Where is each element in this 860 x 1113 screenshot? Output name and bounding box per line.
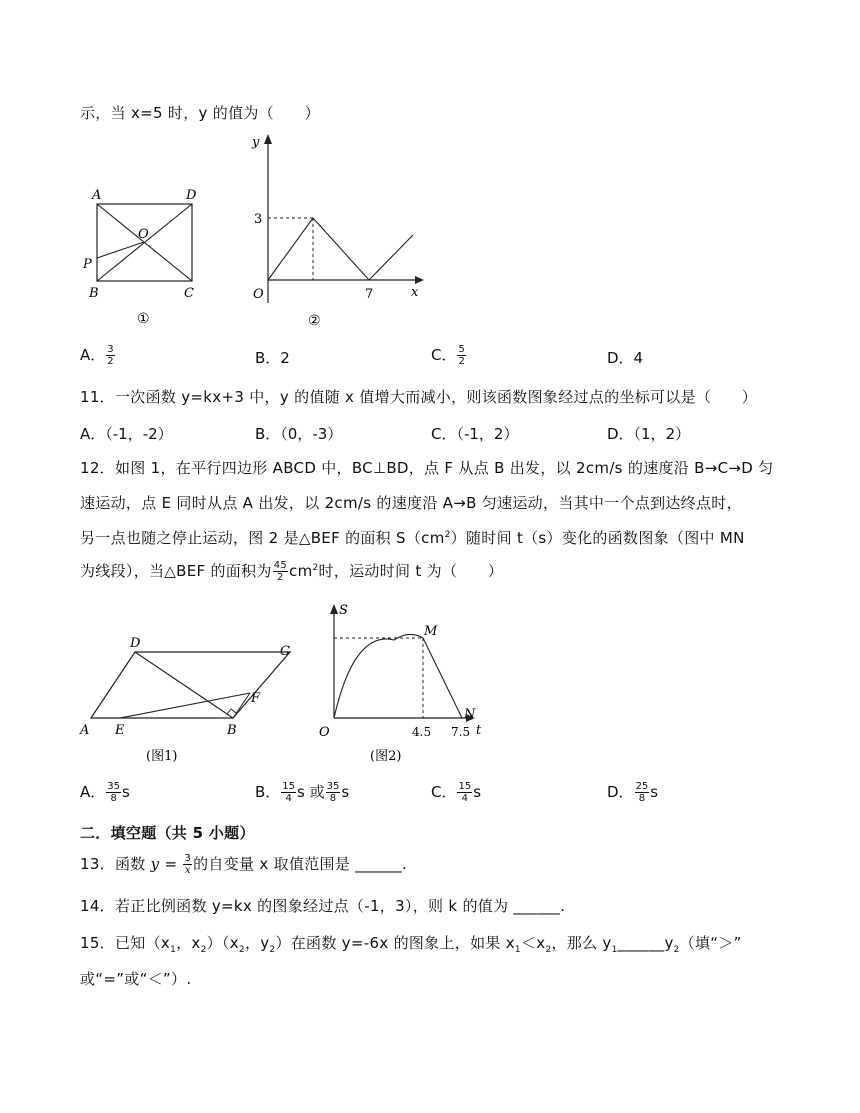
caption-2: ② xyxy=(308,313,321,329)
q11-option-a[interactable]: A．（-1，-2） xyxy=(80,425,173,443)
curve-om xyxy=(334,634,423,718)
q12-stem-line2: 速运动，点 E 同时从点 A 出发，以 2cm/s 的速度沿 A→B 匀速运动，当其中一个点到达终点时， xyxy=(80,494,742,512)
origin-label: O xyxy=(319,725,330,740)
x-axis-arrow xyxy=(415,276,424,284)
y-axis-arrow xyxy=(264,134,272,144)
q11-option-b[interactable]: B．（0，-3） xyxy=(255,425,343,443)
label-o: O xyxy=(138,227,149,242)
axis-label-t: t xyxy=(476,723,482,738)
label-m: M xyxy=(424,624,438,639)
q12-figure-1 xyxy=(76,632,301,772)
label-f: F xyxy=(251,691,261,706)
label-c: C xyxy=(280,644,290,659)
fraction: $\frac{35}{8}$ xyxy=(326,781,340,804)
q12-option-a[interactable]: A． $\frac{35}{8}$ s xyxy=(80,781,130,804)
label-b: B xyxy=(227,723,237,738)
fraction: $\frac{3}{2}$ xyxy=(107,344,114,367)
q15-stem-line1: 15．已知（$x_1$，$x_2)(x_2$，$y_2$）在函数 y=-6x 的图象上，如果 $x_1<x_2$，那么 $y_1\_\_\_\_\_\_y_2$（填“＞” xyxy=(80,934,742,955)
q12-figure-2 xyxy=(314,600,484,772)
q12-stem-line3: 另一点也随之停止运动，图 2 是△BEF 的面积 $S(cm^2)$随时间 t（s）变化的函数图象（图中 MN xyxy=(80,529,745,547)
q15-stem-line2: 或“=”或“＜”）. xyxy=(80,970,192,988)
fraction: $\frac{15}{4}$ xyxy=(458,781,472,804)
q10-option-c[interactable]: C． $\frac{5}{2}$ xyxy=(431,344,465,367)
q11-stem: 11．一次函数 y=kx+3 中，y 的值随 x 值增大而减小，则该函数图象经过点的坐标可以是（ ） xyxy=(80,388,758,406)
label-d: D xyxy=(186,188,197,203)
label-e: E xyxy=(115,723,125,738)
q12-option-b[interactable]: B． $\frac{15}{4}$ s 或 $\frac{35}{8}$ s xyxy=(255,781,350,804)
origin-label: O xyxy=(253,287,264,302)
segment-bf xyxy=(233,693,250,718)
diagonal-bd xyxy=(135,652,233,718)
segment-mn xyxy=(423,638,462,718)
q12-stem-line4: 为线段），当△BEF 的面积为 $\frac{45}{2}$ $cm^2$时，运动时间 t 为（ ） xyxy=(80,560,504,583)
q10-figure-1 xyxy=(78,185,208,330)
q12-option-c[interactable]: C． $\frac{15}{4}$ s xyxy=(431,781,482,804)
caption-1: (图1) xyxy=(146,749,178,764)
q10-option-d[interactable]: D．4 xyxy=(607,349,644,367)
label-p: P xyxy=(83,257,92,272)
q10-option-a[interactable]: A． $\frac{3}{2}$ xyxy=(80,344,114,367)
tick-7-5: 7.5 xyxy=(451,725,471,739)
q12-stem-line1: 12．如图 1，在平行四边形 ABCD 中，BC⊥BD，点 F 从点 B 出发，以 2cm/s 的速度沿 B→C→D 匀 xyxy=(80,459,774,477)
q11-option-c[interactable]: C．（-1，2） xyxy=(431,425,519,443)
q11-option-d[interactable]: D．（1，2） xyxy=(607,425,691,443)
fraction: $\frac{5}{2}$ xyxy=(458,344,465,367)
tick-4-5: 4.5 xyxy=(412,725,432,739)
label-d: D xyxy=(130,636,141,651)
q10-option-b[interactable]: B．2 xyxy=(255,349,290,367)
q13-stem: 13．函数 y = $\frac{3}{x}$ 的自变量 x 取值范围是 ______. xyxy=(80,853,408,876)
q14-stem: 14．若正比例函数 y=kx 的图象经过点（-1，3），则 k 的值为 ______. xyxy=(80,897,566,915)
label-c: C xyxy=(184,286,194,301)
segment-po xyxy=(97,242,144,258)
axis-label-s: S xyxy=(339,603,348,618)
fraction: $\frac{45}{2}$ xyxy=(273,560,288,583)
s-axis-arrow xyxy=(330,604,338,614)
right-angle-mark xyxy=(227,709,236,714)
label-n: N xyxy=(464,707,476,722)
q10-figure-2 xyxy=(238,128,428,333)
segment-ef xyxy=(120,693,250,718)
label-a: A xyxy=(80,723,90,738)
tick-3: 3 xyxy=(254,212,263,227)
caption-1: ① xyxy=(137,311,150,327)
fraction: $\frac{3}{x}$ xyxy=(184,853,192,876)
graph-line xyxy=(268,218,413,280)
fraction: $\frac{25}{8}$ xyxy=(635,781,649,804)
label-b: B xyxy=(89,286,99,301)
fraction: $\frac{35}{8}$ xyxy=(107,781,120,804)
fraction: $\frac{15}{4}$ xyxy=(282,781,296,804)
label-a: A xyxy=(92,188,102,203)
axis-label-x: x xyxy=(411,285,419,300)
q10-stem-tail: 示，当 x=5 时，y 的值为（ ） xyxy=(80,104,320,122)
q12-option-d[interactable]: D． $\frac{25}{8}$ s xyxy=(607,781,659,804)
parallelogram-abcd xyxy=(91,652,290,718)
caption-2: (图2) xyxy=(370,749,402,764)
tick-7: 7 xyxy=(365,287,374,302)
section-title: 二．填空题（共 5 小题） xyxy=(80,824,255,842)
axis-label-y: y xyxy=(252,135,260,150)
